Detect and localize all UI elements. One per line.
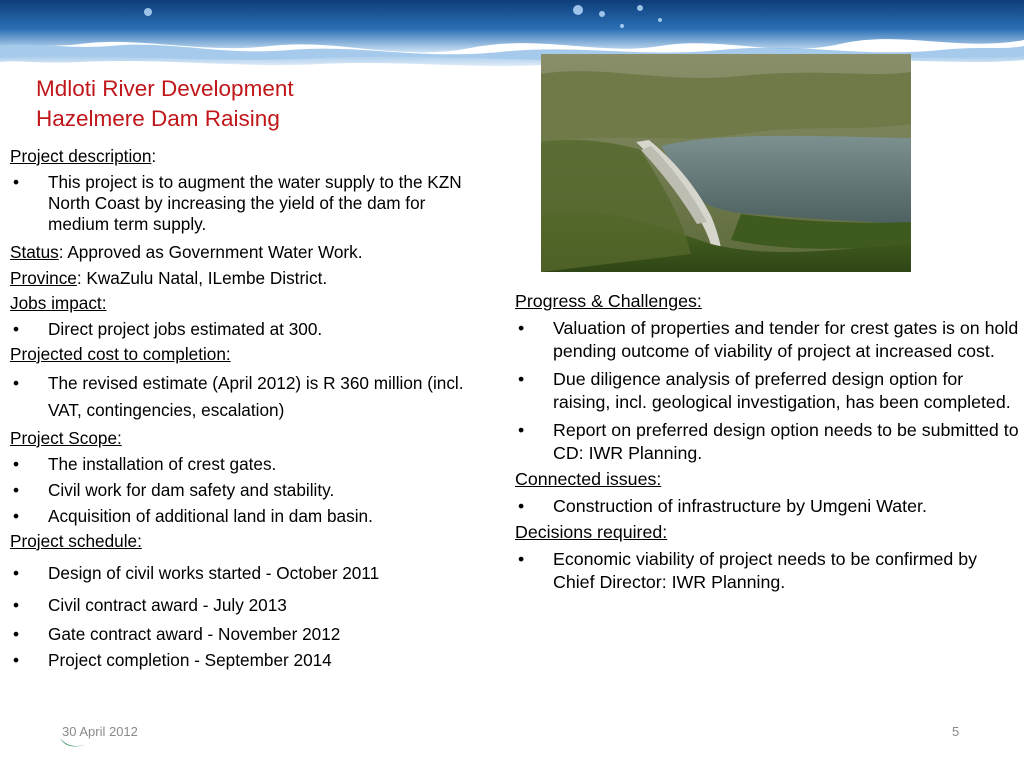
projected-cost-list: [10, 370, 490, 424]
slide-number: 5: [952, 724, 960, 739]
list-item: • Civil contract award - July 2013: [10, 592, 490, 619]
decisions-required-heading: Decisions required:: [515, 522, 668, 542]
project-description-suffix: :: [151, 146, 157, 166]
jobs-impact-list: [10, 319, 490, 340]
status-label: Status: [10, 242, 59, 262]
footer-date: 30 April 2012: [62, 724, 138, 739]
progress-challenges-heading: Progress & Challenges:: [515, 291, 702, 311]
decisions-required-list: [515, 548, 1020, 594]
title-line-2: Hazelmere Dam Raising: [36, 106, 280, 131]
list-item: • Design of civil works started - October 2011: [10, 560, 490, 587]
province-value: : KwaZulu Natal, ILembe District.: [76, 268, 328, 288]
project-description-heading: [10, 146, 490, 167]
list-item: • Gate contract award - November 2012: [10, 624, 490, 645]
project-description-label: Project description: [10, 146, 152, 166]
title-line-1: Mdloti River Development: [36, 76, 294, 101]
dam-photo: [541, 54, 911, 272]
projected-cost-heading: Projected cost to completion:: [10, 344, 231, 364]
connected-issues-list: [515, 495, 1020, 518]
right-column: [515, 291, 1020, 594]
progress-challenges-list: [515, 317, 1020, 465]
project-scope-list: [10, 454, 490, 527]
list-item: • Construction of infrastructure by Umgeni Water.: [515, 495, 1020, 518]
left-column: [10, 145, 490, 671]
list-item: • The revised estimate (April 2012) is R 360 million (incl. VAT, contingencies, escalation): [10, 370, 490, 424]
list-item: • Valuation of properties and tender for crest gates is on hold pending outcome of viability of project at increased cost.: [515, 317, 1020, 363]
list-item: • Civil work for dam safety and stability.: [10, 480, 490, 501]
project-scope-heading: Project Scope:: [10, 428, 122, 448]
province-label: Province: [10, 268, 77, 288]
list-item: • Direct project jobs estimated at 300.: [10, 319, 490, 340]
province-line: [10, 268, 490, 289]
project-description-list: [10, 172, 490, 235]
list-item: • Project completion - September 2014: [10, 650, 490, 671]
project-schedule-heading: Project schedule:: [10, 531, 142, 551]
list-item: • Report on preferred design option needs to be submitted to CD: IWR Planning.: [515, 419, 1020, 465]
status-line: [10, 242, 490, 263]
slide-title: [36, 74, 294, 134]
jobs-impact-heading: Jobs impact:: [10, 293, 107, 313]
connected-issues-heading: Connected issues:: [515, 469, 662, 489]
list-item: • Acquisition of additional land in dam basin.: [10, 506, 490, 527]
list-item: • Economic viability of project needs to be confirmed by Chief Director: IWR Planning.: [515, 548, 1020, 594]
list-item: • The installation of crest gates.: [10, 454, 490, 475]
list-item: • This project is to augment the water supply to the KZN North Coast by increasing the yield of the dam for medium term supply.: [10, 172, 490, 235]
project-schedule-list: [10, 560, 490, 671]
status-value: : Approved as Government Water Work.: [58, 242, 363, 262]
list-item: • Due diligence analysis of preferred design option for raising, incl. geological investigation, has been completed.: [515, 368, 1020, 414]
